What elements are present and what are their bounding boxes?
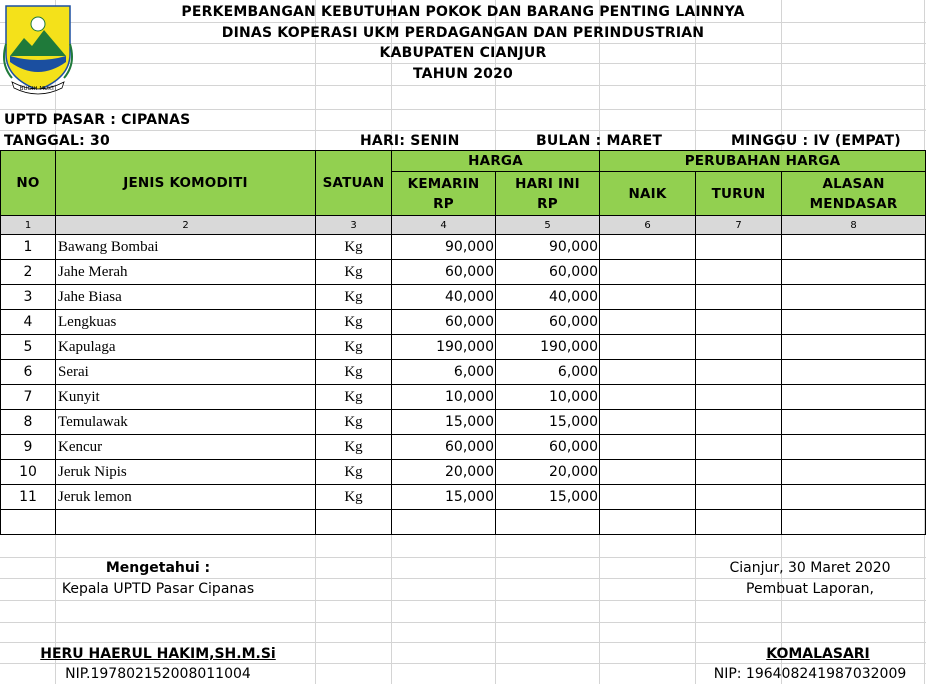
price-hari-ini: 10,000: [496, 385, 600, 410]
naik-cell: [600, 510, 696, 535]
alasan-cell: [782, 485, 926, 510]
row-number: [1, 510, 56, 535]
row-number: 10: [1, 460, 56, 485]
report-title-line-4: TAHUN 2020: [413, 66, 513, 82]
naik-cell: [600, 260, 696, 285]
price-kemarin: 190,000: [392, 335, 496, 360]
price-kemarin: 40,000: [392, 285, 496, 310]
pembuat-name: KOMALASARI: [766, 646, 870, 662]
column-number: 1: [1, 216, 56, 235]
turun-cell: [696, 235, 782, 260]
turun-cell: [696, 460, 782, 485]
table-row: [1, 510, 926, 535]
commodity-name: Bawang Bombai: [56, 235, 316, 260]
alasan-cell: [782, 460, 926, 485]
column-number: 3: [316, 216, 392, 235]
table-row: [1, 335, 926, 360]
logo-motto: BUGIH MUKTI: [19, 86, 57, 92]
price-kemarin: 60,000: [392, 260, 496, 285]
commodity-name: Jahe Biasa: [56, 285, 316, 310]
naik-cell: [600, 460, 696, 485]
pembuat-nip: NIP: 196408241987032009: [713, 666, 907, 682]
price-kemarin: 20,000: [392, 460, 496, 485]
alasan-cell: [782, 310, 926, 335]
report-title-line-1: PERKEMBANGAN KEBUTUHAN POKOK DAN BARANG PENTING LAINNYA: [181, 4, 745, 20]
column-number-row: [1, 216, 926, 235]
commodity-name: Kunyit: [56, 385, 316, 410]
price-hari-ini: 90,000: [496, 235, 600, 260]
header-jenis-komoditi: JENIS KOMODITI: [56, 151, 316, 216]
row-number: 11: [1, 485, 56, 510]
column-number: 5: [496, 216, 600, 235]
turun-cell: [696, 435, 782, 460]
commodity-name: Jeruk lemon: [56, 485, 316, 510]
unit-cell: Kg: [316, 360, 392, 385]
header-kemarin: KEMARIN RP: [392, 172, 496, 216]
header-perubahan-harga: PERUBAHAN HARGA: [600, 151, 926, 172]
unit-cell: Kg: [316, 485, 392, 510]
minggu-label: MINGGU : IV (EMPAT): [731, 133, 901, 149]
price-kemarin: 90,000: [392, 235, 496, 260]
price-hari-ini: 6,000: [496, 360, 600, 385]
unit-cell: Kg: [316, 310, 392, 335]
table-row: [1, 235, 926, 260]
pembuat-laporan-label: Pembuat Laporan,: [746, 581, 874, 597]
price-kemarin: 10,000: [392, 385, 496, 410]
commodity-name: Serai: [56, 360, 316, 385]
turun-cell: [696, 285, 782, 310]
unit-cell: Kg: [316, 410, 392, 435]
price-hari-ini: 60,000: [496, 435, 600, 460]
report-title-line-2: DINAS KOPERASI UKM PERDAGANGAN DAN PERINDUSTRIAN: [221, 25, 705, 41]
row-number: 8: [1, 410, 56, 435]
unit-cell: Kg: [316, 260, 392, 285]
place-date-label: Cianjur, 30 Maret 2020: [729, 560, 891, 576]
turun-cell: [696, 260, 782, 285]
tanggal-label: TANGGAL: 30: [4, 133, 110, 149]
unit-cell: Kg: [316, 235, 392, 260]
naik-cell: [600, 385, 696, 410]
naik-cell: [600, 335, 696, 360]
price-kemarin: 15,000: [392, 410, 496, 435]
alasan-cell: [782, 435, 926, 460]
price-kemarin: 15,000: [392, 485, 496, 510]
naik-cell: [600, 410, 696, 435]
naik-cell: [600, 285, 696, 310]
commodity-name: Lengkuas: [56, 310, 316, 335]
price-hari-ini: 190,000: [496, 335, 600, 360]
table-row: [1, 360, 926, 385]
hari-label: HARI: SENIN: [360, 133, 460, 149]
column-number: 7: [696, 216, 782, 235]
naik-cell: [600, 435, 696, 460]
row-number: 3: [1, 285, 56, 310]
header-satuan: SATUAN: [316, 151, 392, 216]
commodity-name: Temulawak: [56, 410, 316, 435]
turun-cell: [696, 385, 782, 410]
turun-cell: [696, 335, 782, 360]
alasan-cell: [782, 410, 926, 435]
bulan-label: BULAN : MARET: [536, 133, 663, 149]
unit-cell: Kg: [316, 335, 392, 360]
commodity-name: Kapulaga: [56, 335, 316, 360]
alasan-cell: [782, 510, 926, 535]
commodity-name: Kencur: [56, 435, 316, 460]
mengetahui-label: Mengetahui :: [105, 560, 211, 576]
naik-cell: [600, 485, 696, 510]
header-alasan-mendasar: ALASAN MENDASAR: [782, 172, 926, 216]
table-row: [1, 485, 926, 510]
kepala-name: HERU HAERUL HAKIM,SH.M.Si: [40, 646, 276, 662]
header-turun: TURUN: [696, 172, 782, 216]
row-number: 9: [1, 435, 56, 460]
column-number: 6: [600, 216, 696, 235]
column-number: 8: [782, 216, 926, 235]
unit-cell: Kg: [316, 435, 392, 460]
alasan-cell: [782, 360, 926, 385]
table-row: [1, 385, 926, 410]
row-number: 1: [1, 235, 56, 260]
header-harga: HARGA: [392, 151, 600, 172]
turun-cell: [696, 410, 782, 435]
row-number: 7: [1, 385, 56, 410]
row-number: 5: [1, 335, 56, 360]
price-hari-ini: 60,000: [496, 310, 600, 335]
header-hari-ini: HARI INI RP: [496, 172, 600, 216]
price-kemarin: 60,000: [392, 310, 496, 335]
commodity-name: Jahe Merah: [56, 260, 316, 285]
table-row: [1, 310, 926, 335]
row-number: 6: [1, 360, 56, 385]
commodity-price-table: [0, 150, 926, 535]
price-kemarin: [392, 510, 496, 535]
naik-cell: [600, 235, 696, 260]
commodity-name: [56, 510, 316, 535]
naik-cell: [600, 310, 696, 335]
price-hari-ini: 15,000: [496, 410, 600, 435]
naik-cell: [600, 360, 696, 385]
unit-cell: Kg: [316, 460, 392, 485]
price-kemarin: 60,000: [392, 435, 496, 460]
turun-cell: [696, 510, 782, 535]
alasan-cell: [782, 260, 926, 285]
turun-cell: [696, 485, 782, 510]
alasan-cell: [782, 235, 926, 260]
price-hari-ini: [496, 510, 600, 535]
alasan-cell: [782, 385, 926, 410]
unit-cell: Kg: [316, 285, 392, 310]
price-hari-ini: 40,000: [496, 285, 600, 310]
column-number: 2: [56, 216, 316, 235]
turun-cell: [696, 310, 782, 335]
column-number: 4: [392, 216, 496, 235]
turun-cell: [696, 360, 782, 385]
row-number: 4: [1, 310, 56, 335]
alasan-cell: [782, 335, 926, 360]
uptd-pasar-label: UPTD PASAR : CIPANAS: [4, 112, 191, 128]
table-row: [1, 435, 926, 460]
price-hari-ini: 60,000: [496, 260, 600, 285]
kepala-nip: NIP.197802152008011004: [65, 666, 251, 682]
price-kemarin: 6,000: [392, 360, 496, 385]
price-hari-ini: 20,000: [496, 460, 600, 485]
row-number: 2: [1, 260, 56, 285]
header-naik: NAIK: [600, 172, 696, 216]
header-no: NO: [1, 151, 56, 216]
commodity-name: Jeruk Nipis: [56, 460, 316, 485]
table-row: [1, 285, 926, 310]
unit-cell: Kg: [316, 385, 392, 410]
table-row: [1, 410, 926, 435]
kepala-uptd-label: Kepala UPTD Pasar Cipanas: [61, 581, 255, 597]
price-hari-ini: 15,000: [496, 485, 600, 510]
report-title-line-3: KABUPATEN CIANJUR: [379, 45, 547, 61]
alasan-cell: [782, 285, 926, 310]
unit-cell: [316, 510, 392, 535]
table-row: [1, 460, 926, 485]
table-row: [1, 260, 926, 285]
